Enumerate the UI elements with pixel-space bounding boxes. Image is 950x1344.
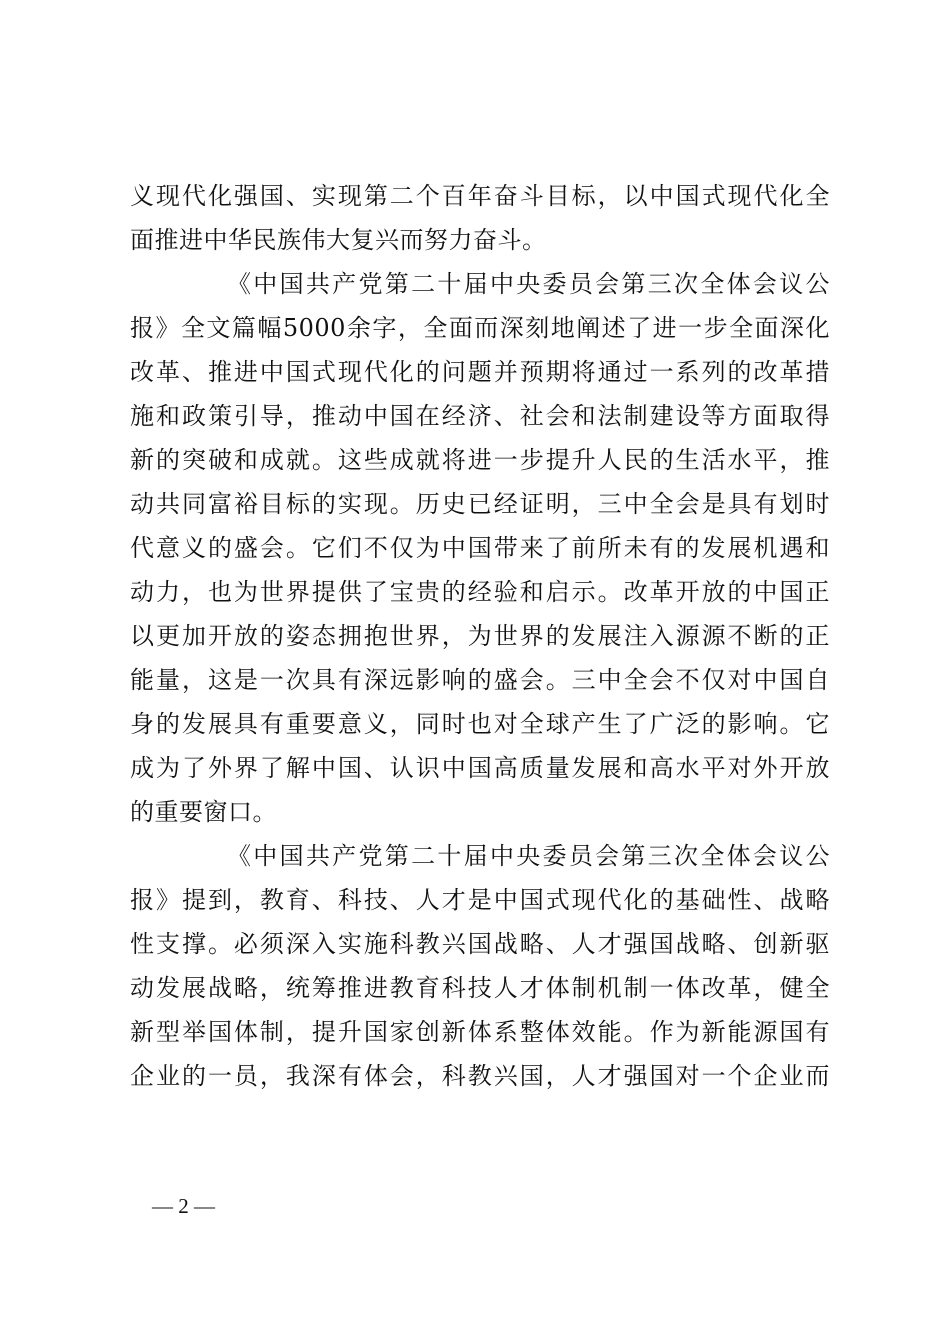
text-line: 新的突破和成就。这些成就将进一步提升人民的生活水平，推 <box>130 446 830 474</box>
text-line: 身的发展具有重要意义，同时也对全球产生了广泛的影响。它 <box>130 710 830 738</box>
text-line: 报》全文篇幅5000余字，全面而深刻地阐述了进一步全面深化 <box>130 314 830 342</box>
text-line: 动发展战略，统筹推进教育科技人才体制机制一体改革，健全 <box>130 974 830 1002</box>
text-line: 面推进中华民族伟大复兴而努力奋斗。 <box>130 226 547 254</box>
text-line: 改革、推进中国式现代化的问题并预期将通过一系列的改革措 <box>130 358 830 386</box>
text-line: 代意义的盛会。它们不仅为中国带来了前所未有的发展机遇和 <box>130 534 830 562</box>
text-line: 新型举国体制，提升国家创新体系整体效能。作为新能源国有 <box>130 1018 830 1046</box>
text-line: 动力，也为世界提供了宝贵的经验和启示。改革开放的中国正 <box>130 578 830 606</box>
body-text <box>130 174 830 1098</box>
text-line: 企业的一员，我深有体会，科教兴国，人才强国对一个企业而 <box>130 1062 830 1090</box>
text-line: 《中国共产党第二十届中央委员会第三次全体会议公 <box>227 270 830 298</box>
text-line: 的重要窗口。 <box>130 798 277 826</box>
text-line: 施和政策引导，推动中国在经济、社会和法制建设等方面取得 <box>130 402 830 430</box>
text-line: 以更加开放的姿态拥抱世界，为世界的发展注入源源不断的正 <box>130 622 830 650</box>
text-line: 《中国共产党第二十届中央委员会第三次全体会议公 <box>227 842 830 870</box>
page-number: — 2 — <box>152 1194 215 1218</box>
text-line: 成为了外界了解中国、认识中国高质量发展和高水平对外开放 <box>130 754 830 782</box>
text-line: 义现代化强国、实现第二个百年奋斗目标，以中国式现代化全 <box>130 182 830 210</box>
text-line: 性支撑。必须深入实施科教兴国战略、人才强国战略、创新驱 <box>130 930 830 958</box>
text-line: 能量，这是一次具有深远影响的盛会。三中全会不仅对中国自 <box>130 666 830 694</box>
text-line: 报》提到，教育、科技、人才是中国式现代化的基础性、战略 <box>130 886 830 914</box>
text-line: 动共同富裕目标的实现。历史已经证明，三中全会是具有划时 <box>130 490 830 518</box>
